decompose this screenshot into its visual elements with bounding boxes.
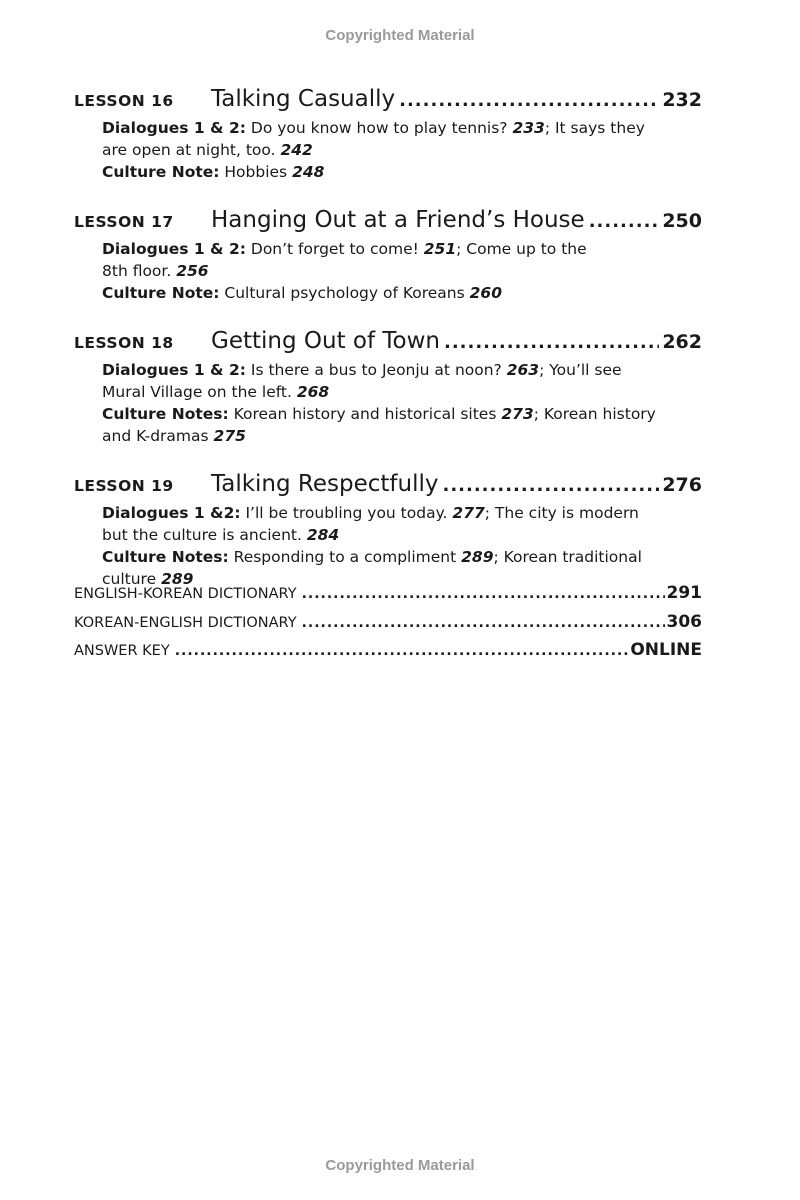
culture-page: 289 xyxy=(461,548,494,566)
culture-text: Cultural psychology of Koreans xyxy=(219,284,470,302)
culture-line xyxy=(102,282,702,304)
culture-line xyxy=(102,403,702,425)
dialogues-text: I’ll be troubling you today. xyxy=(240,504,453,522)
toc-lesson-18[interactable] xyxy=(74,328,702,447)
lesson-title: Hanging Out at a Friend’s House xyxy=(211,207,585,233)
appendix-label: ANSWER KEY xyxy=(74,643,170,659)
culture-label: Culture Note: xyxy=(102,163,220,181)
dialogues-text-cont: ; Come up to the xyxy=(456,240,587,258)
dialogues-text: Don’t forget to come! xyxy=(245,240,424,258)
dot-leader xyxy=(302,586,665,602)
lesson-page-number: 262 xyxy=(662,331,702,353)
dialogues-line xyxy=(102,238,702,260)
appendix-label: ENGLISH-KOREAN DICTIONARY xyxy=(74,586,297,602)
culture-text: Hobbies xyxy=(219,163,293,181)
dialogues-page: 233 xyxy=(512,119,545,137)
dialogues-page: 277 xyxy=(452,504,485,522)
appendix-list xyxy=(74,583,702,669)
appendix-label: KOREAN-ENGLISH DICTIONARY xyxy=(74,614,297,631)
table-of-contents xyxy=(74,86,702,614)
dot-leader xyxy=(302,615,665,631)
dialogues-line xyxy=(102,359,702,381)
lesson-title: Talking Casually xyxy=(211,86,396,112)
lesson-title: Getting Out of Town xyxy=(211,328,440,354)
lesson-heading xyxy=(74,207,702,237)
culture-text: Korean history and historical sites xyxy=(228,405,502,423)
toc-answer-key[interactable] xyxy=(74,640,702,669)
lesson-heading xyxy=(74,328,702,358)
appendix-page: 306 xyxy=(666,611,702,632)
dialogues-text-cont: ; It says they xyxy=(544,119,645,137)
dialogues-label: Dialogues 1 & 2: xyxy=(102,119,246,137)
lesson-title: Talking Respectfully xyxy=(211,471,439,497)
dialogues-line xyxy=(102,502,702,524)
culture-label: Culture Notes: xyxy=(102,548,229,566)
dot-leader xyxy=(175,643,629,659)
dialogues-text-cont: ; You’ll see xyxy=(539,361,622,379)
dialogues-page: 251 xyxy=(423,240,457,258)
culture-text: Responding to a compliment xyxy=(228,548,462,566)
dialogues-text-2: 8th floor. xyxy=(102,262,177,280)
dialogues-line-2 xyxy=(102,381,702,403)
toc-korean-english-dictionary[interactable] xyxy=(74,612,702,641)
appendix-page: ONLINE xyxy=(630,640,702,660)
toc-lesson-16[interactable] xyxy=(74,86,702,183)
culture-page: 273 xyxy=(501,405,534,423)
culture-line-2 xyxy=(102,425,702,447)
dialogues-page-2: 256 xyxy=(176,262,209,280)
dialogues-text-2: are open at night, too. xyxy=(102,141,281,159)
appendix-page: 291 xyxy=(666,583,702,603)
lesson-details xyxy=(74,117,702,183)
dialogues-text: Is there a bus to Jeonju at noon? xyxy=(245,361,507,379)
toc-english-korean-dictionary[interactable] xyxy=(74,583,702,612)
culture-line xyxy=(102,161,702,183)
lesson-heading xyxy=(74,86,702,116)
lesson-number: LESSON 18 xyxy=(74,334,174,352)
culture-label: Culture Note: xyxy=(102,284,220,302)
dialogues-text-2: but the culture is ancient. xyxy=(102,526,307,544)
dialogues-line-2 xyxy=(102,139,702,161)
dialogues-text-2: Mural Village on the left. xyxy=(102,383,297,401)
dialogues-page-2: 284 xyxy=(306,526,340,544)
lesson-details xyxy=(74,359,702,447)
culture-text-cont: ; Korean traditional xyxy=(493,548,642,566)
culture-page-2: 275 xyxy=(213,427,246,445)
lesson-details xyxy=(74,238,702,304)
dialogues-label: Dialogues 1 &2: xyxy=(102,504,241,522)
lesson-heading xyxy=(74,471,702,501)
dialogues-text: Do you know how to play tennis? xyxy=(245,119,513,137)
dialogues-line xyxy=(102,117,702,139)
dot-leader xyxy=(444,332,659,353)
header-copyright: Copyrighted Material xyxy=(325,27,475,44)
culture-text-2: and K-dramas xyxy=(102,427,214,445)
culture-text-2: culture xyxy=(102,570,162,588)
culture-page-2: 289 xyxy=(161,570,194,588)
dot-leader xyxy=(589,211,660,232)
toc-lesson-17[interactable] xyxy=(74,207,702,304)
footer-copyright: Copyrighted Material xyxy=(325,1157,475,1174)
culture-text-cont: ; Korean history xyxy=(533,405,656,423)
lesson-page-number: 276 xyxy=(662,474,702,496)
culture-line xyxy=(102,546,702,568)
dot-leader xyxy=(442,475,659,496)
toc-lesson-19[interactable] xyxy=(74,471,702,590)
dialogues-page: 263 xyxy=(506,361,540,379)
dialogues-page-2: 242 xyxy=(280,141,313,159)
dot-leader xyxy=(399,90,659,111)
culture-page: 260 xyxy=(469,284,502,302)
dialogues-line-2 xyxy=(102,260,702,282)
lesson-number: LESSON 17 xyxy=(74,213,174,231)
culture-label: Culture Notes: xyxy=(102,405,229,423)
dialogues-label: Dialogues 1 & 2: xyxy=(102,361,246,379)
lesson-page-number: 232 xyxy=(662,89,702,111)
culture-page: 248 xyxy=(292,163,325,181)
dialogues-label: Dialogues 1 & 2: xyxy=(102,240,246,258)
lesson-details xyxy=(74,502,702,590)
lesson-page-number: 250 xyxy=(662,210,702,232)
dialogues-text-cont: ; The city is modern xyxy=(484,504,639,522)
dialogues-line-2 xyxy=(102,524,702,546)
dialogues-page-2: 268 xyxy=(296,383,330,401)
lesson-number: LESSON 19 xyxy=(74,477,174,495)
lesson-number: LESSON 16 xyxy=(74,92,174,110)
